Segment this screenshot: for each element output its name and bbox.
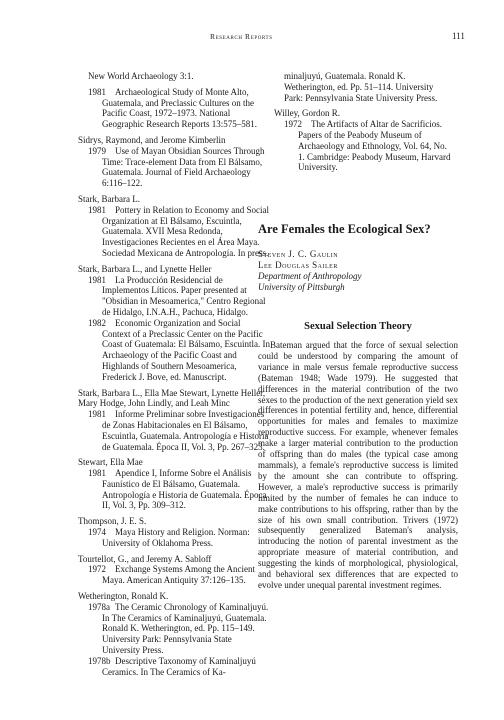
reference-text: Archaeological Study of Monte Alto, Guatemala, and Preclassic Cultures on the Pacific Coast, 1972–1973. National Geographic Research Reports 13:575–581. [102, 86, 257, 130]
reference-entry [78, 457, 270, 511]
reference-year: 1981 [88, 274, 106, 285]
reference-entry [78, 591, 270, 677]
reference-text: Use of Mayan Obsidian Sources Through Time: Trace-element Data from El Bálsamo, Guatemala. Journal of Field Archaeology 6:116–122. [102, 145, 265, 189]
reference-year: 1972 [88, 564, 106, 575]
reference-author: Wetherington, Ronald K. [78, 591, 169, 602]
reference-author: Stark, Barbara L. [78, 193, 140, 204]
reference-year: 1978a [88, 601, 110, 612]
reference-item [88, 87, 270, 130]
author-2: Lee Douglas Sailer [258, 260, 338, 270]
reference-entry [78, 87, 270, 130]
reference-year: 1981 [88, 409, 106, 420]
article-title: Are Females the Ecological Sex? [258, 222, 431, 236]
reference-continuation: New World Archaeology 3:1. [88, 71, 194, 81]
reference-year: 1978b [88, 655, 111, 666]
reference-year: 1979 [88, 145, 106, 156]
page-number: 111 [452, 31, 465, 41]
reference-item [88, 564, 270, 586]
reference-entry [78, 135, 270, 189]
reference-item [88, 468, 270, 511]
reference-item [88, 527, 270, 549]
reference-text: Descriptive Taxonomy of Kaminaljuyú Ceramics. In The Ceramics of Ka- [102, 655, 256, 677]
reference-item [88, 318, 270, 383]
reference-item [88, 275, 270, 318]
reference-year: 1981 [88, 468, 106, 479]
reference-year: 1982 [88, 317, 106, 328]
reference-entry [78, 516, 270, 548]
reference-text: Maya History and Religion. Norman: University of Oklahoma Press. [102, 527, 250, 548]
author-1: Steven J. C. Gaulin [258, 249, 339, 259]
reference-year: 1981 [88, 86, 106, 97]
reference-text: The Artifacts of Altar de Sacrificios. Papers of the Peabody Museum of Archaeology and Ethnology, Vol. 64, No. 1. Cambridge: Peabody Museum, Harvard University. [298, 119, 451, 173]
reference-entry [78, 388, 270, 453]
reference-entry [78, 264, 270, 383]
reference-entry [78, 71, 270, 82]
reference-entry [78, 554, 270, 586]
reference-text: Apendice I, Informe Sobre el Análisis Faunístico de El Bálsamo, Guatemala. Antropología e Historia de Guatemala. Época II, Vol. 3, Pp. 309–312. [102, 468, 267, 511]
reference-item [88, 146, 270, 189]
reference-author: Stewart, Ella Mae [78, 457, 143, 468]
running-head: Research Reports [210, 32, 273, 41]
reference-item [284, 119, 452, 173]
affiliation-department: Department of Anthropology [258, 271, 362, 281]
reference-author: Willey, Gordon R. [274, 108, 341, 119]
left-column-references [78, 71, 270, 682]
reference-text: The Ceramic Chronology of Kaminaljuyú. In The Ceramics of Kaminaljuyú, Guatemala. Ronald K. Wetherington, ed. Pp. 115–149. University Park: Pennsylvania State University Press. [102, 601, 269, 656]
reference-continuation: minaljuyú, Guatemala. Ronald K. Wetherington, ed. Pp. 51–114. University Park: Pennsylvania State University Press. [284, 71, 438, 103]
reference-text: Economic Organization and Social Context of a Preclassic Center on the Pacific Coast of Guatemala: El Bálsamo, Escuintla. In Archaeology of the Pacific Coast and Highlands of Southern Mesoamerica, Frederick J. Bove, ed. Manuscript. [102, 317, 270, 382]
reference-item [88, 205, 270, 259]
body-paragraph: Bateman argued that the force of sexual selection could be understood by comparing the amount of variance in male versus female reproductive success (Bateman 1948; Wade 1979). He suggested that differences in the material contribution of the two sexes to the production of the next generation yield sex differences in potential fertility and, hence, differential opportunities for males and females to maximize reproductive success. For example, whenever females make a larger material contribution to the production of offspring than do males (the typical case among mammals), a female's reproductive success is limited by the amount she can contribute to offspring. However, a male's reproductive success is primarily limited by the number of females he can induce to make contributions to his offspring, rather than by the size of his own small contribution. Trivers (1972) subsequently generalized Bateman's analysis, introducing the notion of parental investment as the appropriate measure of material contribution, and suggesting the kinds of morphological, physiological, and behavioral sex differences that are expected to evolve under unequal parental investment regimes. [258, 340, 458, 590]
right-column-references [274, 71, 452, 178]
reference-author: Sidrys, Raymond, and Jerome Kimberlin [78, 134, 226, 145]
reference-author: Tourtellot, G., and Jeremy A. Sabloff [78, 553, 212, 564]
reference-year: 1981 [88, 204, 106, 215]
reference-author: Thompson, J. E. S. [78, 516, 147, 527]
section-heading: Sexual Selection Theory [304, 321, 412, 332]
reference-entry [274, 71, 452, 103]
reference-year: 1972 [284, 119, 302, 130]
reference-entry [78, 194, 270, 259]
reference-author: Stark, Barbara L., and Lynette Heller [78, 263, 212, 274]
affiliation-university: University of Pittsburgh [258, 282, 345, 292]
reference-author: Stark, Barbara L., Ella Mae Stewart, Lynette Heller, Mary Hodge, John Lindly, and Leah Minc [78, 387, 266, 409]
reference-item [88, 656, 270, 678]
page-header [0, 32, 504, 46]
reference-text: La Producción Residencial de Implementos Líticos. Paper presented at "Obsidian in Mesoamerica," Centro Regional de Hidalgo, I.N.A.H., Pachuca, Hidalgo. [102, 274, 266, 317]
reference-text: Exchange Systems Among the Ancient Maya. American Antiquity 37:126–135. [102, 564, 255, 586]
reference-entry [274, 108, 452, 173]
reference-item [88, 409, 270, 452]
reference-item [88, 602, 270, 656]
reference-year: 1974 [88, 527, 106, 538]
reference-text: Pottery in Relation to Economy and Social Organization at El Bálsamo, Escuintla, Guatemala. XVII Mesa Redonda, Investigaciones Recientes en el Área Maya. Sociedad Mexicana de Antropología. In press. [102, 204, 269, 258]
reference-text: Informe Preliminar sobre Investigaciones de Zonas Habitacionales en El Bálsamo, Escuintla, Guatemala. Antropología e Historia de Guatemala. Época II, Vol. 3, Pp. 267–323. [102, 409, 269, 452]
article-block [258, 222, 458, 591]
